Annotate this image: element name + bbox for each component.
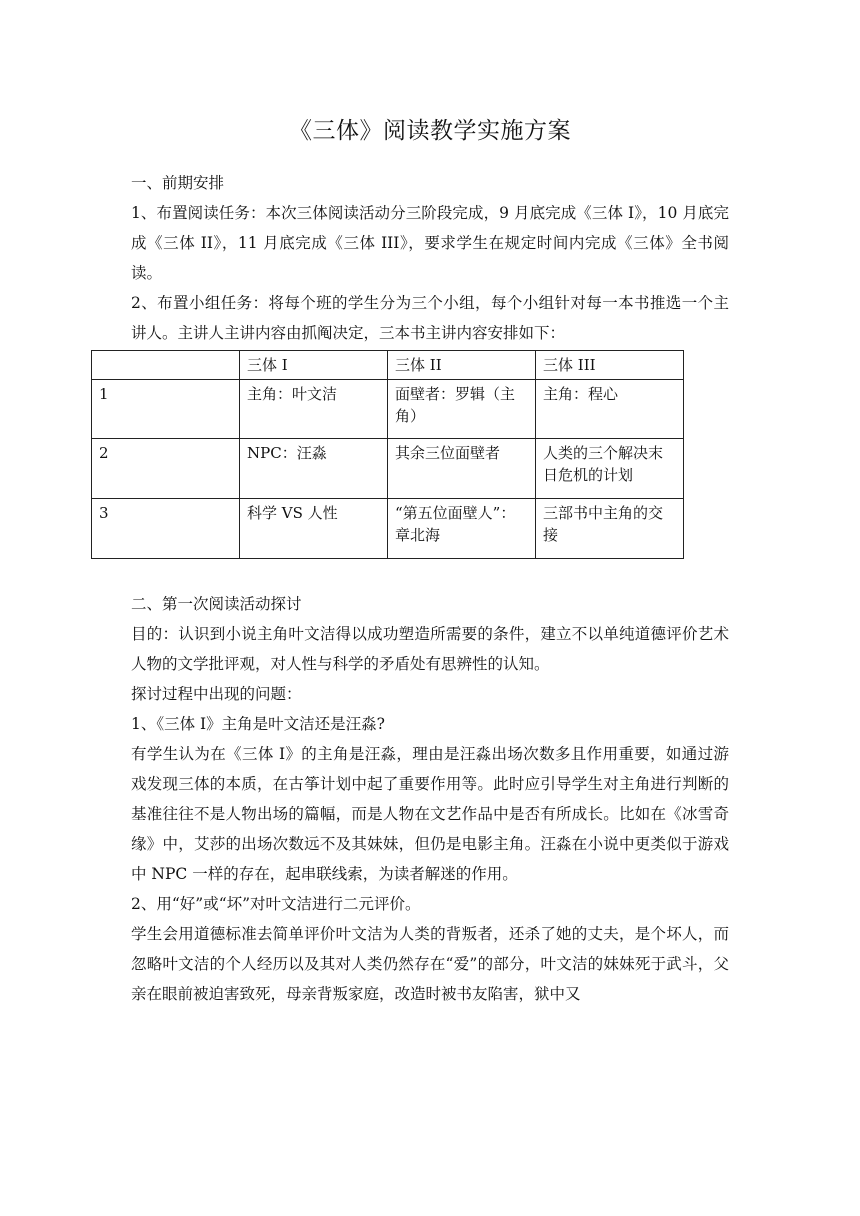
question-1: 1、《三体 I》主角是叶文洁还是汪淼? <box>131 715 385 733</box>
table-cell: 其余三位面壁者 <box>388 439 536 499</box>
table-cell: 主角：叶文洁 <box>240 380 388 439</box>
table-row <box>92 439 684 499</box>
section1-paragraph-1: 1、布置阅读任务：本次三体阅读活动分三阶段完成，9 月底完成《三体 I》，10 月底完成《三体 II》，11 月底完成《三体 III》，要求学生在规定时间内完成《三体》全书阅读。 <box>131 204 729 282</box>
table-row <box>92 499 684 559</box>
document-title: 《三体》阅读教学实施方案 <box>289 118 571 144</box>
table-cell: 主角：程心 <box>536 380 684 439</box>
table-cell: “第五位面壁人”：章北海 <box>388 499 536 559</box>
spacer <box>131 559 729 589</box>
document-body <box>99 168 729 1009</box>
table-cell: NPC：汪淼 <box>240 439 388 499</box>
table-header-row <box>92 351 684 380</box>
table-cell: 1 <box>92 380 240 439</box>
table-cell: 三部书中主角的交接 <box>536 499 684 559</box>
table-row <box>92 380 684 439</box>
table-cell: 三体 III <box>536 351 684 380</box>
section2-heading: 二、第一次阅读活动探讨 <box>131 595 302 613</box>
table-cell: 科学 VS 人性 <box>240 499 388 559</box>
section1-heading: 一、前期安排 <box>131 174 225 192</box>
lecture-plan-table <box>91 350 684 559</box>
section1-paragraph-2: 2、布置小组任务：将每个班的学生分为三个小组，每个小组针对每一本书推选一个主讲人。主讲人主讲内容由抓阄决定，三本书主讲内容安排如下： <box>131 294 729 342</box>
table-cell: 三体 I <box>240 351 388 380</box>
section2-purpose: 目的：认识到小说主角叶文洁得以成功塑造所需要的条件，建立不以单纯道德评价艺术人物的文学批评观，对人性与科学的矛盾处有思辨性的认知。 <box>131 625 729 673</box>
question-2: 2、用“好”或“坏”对叶文洁进行二元评价。 <box>131 895 421 913</box>
answer-2: 学生会用道德标准去简单评价叶文洁为人类的背叛者，还杀了她的丈夫，是个坏人，而忽略叶文洁的个人经历以及其对人类仍然存在“爱”的部分，叶文洁的妹妹死于武斗，父亲在眼前被迫害致死，母亲背叛家庭，改造时被书友陷害，狱中又 <box>131 925 729 1003</box>
table-cell: 人类的三个解决末日危机的计划 <box>536 439 684 499</box>
table-cell: 面壁者：罗辑（主角） <box>388 380 536 439</box>
table-cell: 3 <box>92 499 240 559</box>
answer-1: 有学生认为在《三体 I》的主角是汪淼，理由是汪淼出场次数多且作用重要，如通过游戏发现三体的本质，在古筝计划中起了重要作用等。此时应引导学生对主角进行判断的基准往往不是人物出场的篇幅，而是人物在文艺作品中是否有所成长。比如在《冰雪奇缘》中，艾莎的出场次数远不及其妹妹，但仍是电影主角。汪淼在小说中更类似于游戏中 NPC 一样的存在，起串联线索，为读者解迷的作用。 <box>131 745 729 883</box>
table-cell <box>92 351 240 380</box>
table-cell: 2 <box>92 439 240 499</box>
section2-issues-label: 探讨过程中出现的问题： <box>131 685 302 703</box>
table-cell: 三体 II <box>388 351 536 380</box>
